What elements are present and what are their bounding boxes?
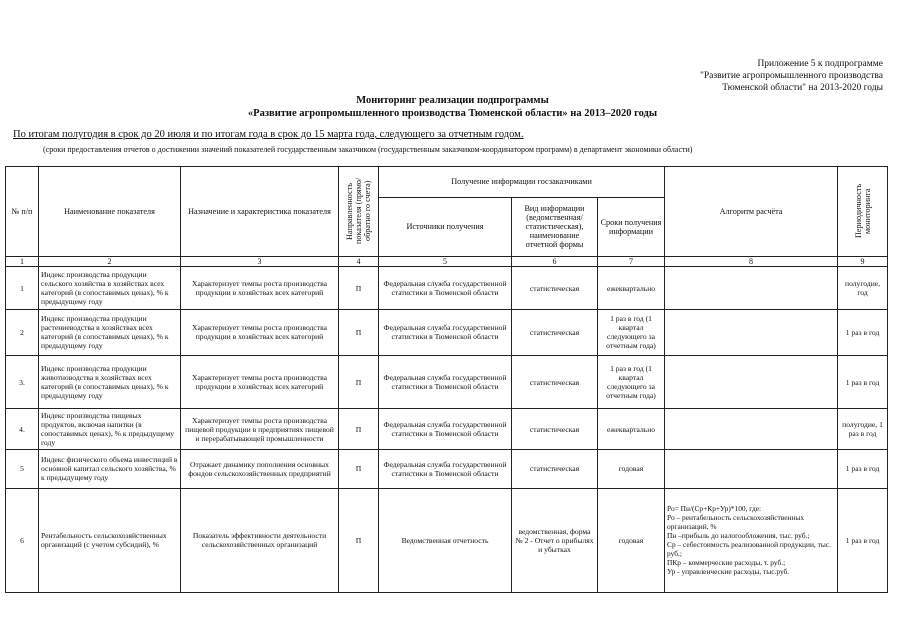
table-row — [6, 310, 888, 356]
row-info-type: статистическая — [512, 449, 598, 488]
header-info-type: Вид информации (ведомственная/ статистическая), наименование отчетной формы — [512, 197, 598, 256]
row-periodicity: 1 раз в год — [838, 488, 888, 592]
row-num: 2 — [6, 310, 39, 356]
document-title — [0, 94, 905, 120]
algorithm-line: Ур - управленческие расходы, тыс.руб. — [667, 567, 790, 577]
row-terms: 1 раз в год (1 квартал следующего за отчетным года) — [598, 310, 665, 356]
row-source: Федеральная служба государственной статистики в Тюменской области — [379, 310, 512, 356]
row-terms: 1 раз в год (1 квартал следующего за отчетным года) — [598, 355, 665, 408]
row-direction: П — [339, 409, 379, 450]
table-row — [6, 267, 888, 310]
title-line: Мониторинг реализации подпрограммы — [356, 95, 549, 106]
row-algorithm — [665, 449, 838, 488]
row-name: Индекс производства пищевых продуктов, включая напитки (в сопоставимых ценах), % к предыдущему году — [39, 409, 181, 450]
row-info-type: ведомственная, форма № 2 - Отчет о прибылях и убытках — [512, 488, 598, 592]
row-direction: П — [339, 267, 379, 310]
row-purpose: Характеризует темпы роста производства продукции в хозяйствах всех категорий — [181, 355, 339, 408]
monitoring-table — [5, 166, 888, 593]
table-row — [6, 449, 888, 488]
header-num: № п/п — [6, 167, 39, 257]
row-num: 1 — [6, 267, 39, 310]
row-info-type: статистическая — [512, 355, 598, 408]
row-num: 3. — [6, 355, 39, 408]
row-terms: ежеквартально — [598, 409, 665, 450]
row-direction: П — [339, 355, 379, 408]
row-periodicity: 1 раз в год — [838, 449, 888, 488]
row-direction: П — [339, 310, 379, 356]
column-number-row — [6, 256, 888, 266]
col-number: 1 — [6, 256, 39, 266]
appendix-line: Тюменской области" на 2013-2020 годы — [722, 83, 883, 93]
row-purpose: Характеризует темпы роста производства пищевой продукции в предприятиях пищевой и перерабатывающей промышленности — [181, 409, 339, 450]
row-purpose: Характеризует темпы роста производства продукции в хозяйствах всех категорий — [181, 310, 339, 356]
appendix-line: Приложение 5 к подпрограмме — [757, 59, 883, 69]
row-name: Индекс производства продукции сельского хозяйства в хозяйствах всех категорий (в сопоставимых ценах), % к предыдущему году — [39, 267, 181, 310]
row-periodicity: полугодие, год — [838, 267, 888, 310]
table-row — [6, 409, 888, 450]
row-name: Индекс физического объема инвестиций в основной капитал сельского хозяйства, % к предыдущему году — [39, 449, 181, 488]
col-number: 6 — [512, 256, 598, 266]
row-terms: годовая — [598, 449, 665, 488]
row-info-type: статистическая — [512, 267, 598, 310]
row-source: Федеральная служба государственной статистики в Тюменской области — [379, 355, 512, 408]
row-num: 6 — [6, 488, 39, 592]
table-row — [6, 355, 888, 408]
header-sources: Источники получения — [379, 197, 512, 256]
row-algorithm — [665, 409, 838, 450]
row-terms: годовая — [598, 488, 665, 592]
appendix-line: "Развитие агропромышленного производства — [699, 71, 883, 81]
row-algorithm — [665, 267, 838, 310]
title-line: «Развитие агропромышленного производства Тюменской области» на 2013–2020 годы — [247, 108, 658, 119]
algorithm-line: ПКр – коммерческие расходы, т. руб.; — [667, 558, 786, 568]
algorithm-line: Пн –прибыль до налогообложения, тыс. руб.; — [667, 531, 810, 541]
col-number: 2 — [39, 256, 181, 266]
row-periodicity: 1 раз в год — [838, 355, 888, 408]
header-algorithm: Алгоритм расчёта — [665, 167, 838, 257]
row-algorithm — [665, 310, 838, 356]
table-row — [6, 488, 888, 592]
row-algorithm — [665, 488, 838, 592]
col-number: 8 — [665, 256, 838, 266]
row-num: 5 — [6, 449, 39, 488]
header-direction — [339, 167, 379, 257]
header-purpose: Назначение и характеристика показателя — [181, 167, 339, 257]
row-name: Индекс производства продукции растениеводства в хозяйствах всех категорий (в сопоставимых ценах), % к предыдущему году — [39, 310, 181, 356]
header-info-group: Получение информации госзаказчиками — [379, 167, 665, 198]
algorithm-line: Ср – себестоимость реализованной продукции, тыс. руб.; — [667, 540, 831, 559]
row-direction: П — [339, 449, 379, 488]
row-source: Ведомственная отчетность — [379, 488, 512, 592]
row-num: 4. — [6, 409, 39, 450]
header-terms: Сроки получения информации — [598, 197, 665, 256]
reporting-deadlines: По итогам полугодия в срок до 20 июля и по итогам года в срок до 15 марта года, следующего за отчетным годом. — [13, 129, 524, 140]
row-purpose: Отражает динамику пополнения основных фондов сельскохозяйственных предприятий — [181, 449, 339, 488]
row-periodicity: полугодие, 1 раз в год — [838, 409, 888, 450]
row-source: Федеральная служба государственной статистики в Тюменской области — [379, 409, 512, 450]
algorithm-line: Ро= Пн/(Ср+Кр+Ур)*100, где: — [667, 504, 762, 514]
row-name: Рентабельность сельскохозяйственных организаций (с учетом субсидий), % — [39, 488, 181, 592]
algorithm-line: Ро – рентабельность сельскохозяйственных организаций, % — [667, 513, 805, 532]
row-periodicity: 1 раз в год — [838, 310, 888, 356]
row-direction: П — [339, 488, 379, 592]
col-number: 4 — [339, 256, 379, 266]
col-number: 9 — [838, 256, 888, 266]
row-source: Федеральная служба государственной статистики в Тюменской области — [379, 449, 512, 488]
row-source: Федеральная служба государственной статистики в Тюменской области — [379, 267, 512, 310]
row-terms: ежеквартально — [598, 267, 665, 310]
row-info-type: статистическая — [512, 409, 598, 450]
row-purpose: Показатель эффективности деятельности сельскохозяйственных организаций — [181, 488, 339, 592]
appendix-note — [643, 58, 883, 94]
row-algorithm — [665, 355, 838, 408]
header-periodicity — [838, 167, 888, 257]
row-name: Индекс производства продукции животноводства в хозяйствах всех категорий (в сопоставимых ценах), % к предыдущему году — [39, 355, 181, 408]
row-info-type: статистическая — [512, 310, 598, 356]
header-name: Наименование показателя — [39, 167, 181, 257]
col-number: 5 — [379, 256, 512, 266]
deadlines-note: (сроки предоставления отчетов о достижении значений показателей государственным заказчиком (государственным заказчиком-координатором программ) в департамент экономики области) — [43, 145, 693, 154]
header-periodicity-text: Периодичность мониторинга — [853, 184, 872, 239]
row-purpose: Характеризует темпы роста производства продукции в хозяйствах всех категорий — [181, 267, 339, 310]
col-number: 7 — [598, 256, 665, 266]
col-number: 3 — [181, 256, 339, 266]
header-direction-text: Направленность показателя (прямо/обратно го счета) — [345, 178, 372, 245]
